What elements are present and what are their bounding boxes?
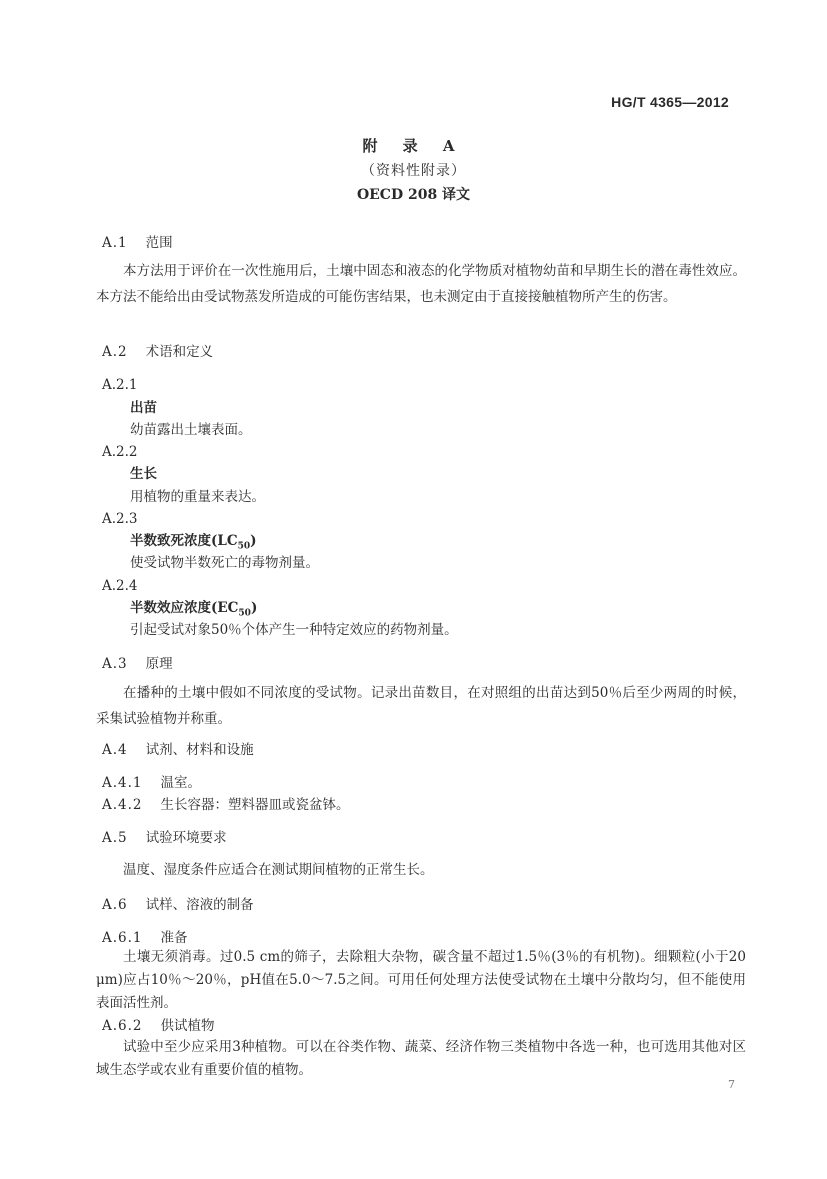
section-title: 范围 [145,235,173,251]
appendix-subtitle: （资料性附录） [361,163,466,179]
section-a62-paragraph: 试验中至少应采用3种植物。可以在谷类作物、蔬菜、经济作物三类植物中各选一种，也可选用其他对区域生态学或农业有重要价值的植物。 [96,1039,746,1078]
section-a6-heading [102,893,254,917]
section-title: 试剂、材料和设施 [145,742,254,758]
item-number: A.4.2 [102,797,143,813]
section-number: A.1 [102,235,128,251]
term-ec50-text: 半数效应浓度(EC [130,600,239,616]
section-number: A.3 [102,656,128,672]
section-title: 试验环境要求 [145,830,227,846]
section-title: 试样、溶液的制备 [145,897,254,913]
term-ec50-subscript: 50 [238,608,251,619]
item-text: 温室。 [160,775,202,791]
definition-ec50: 引起受试对象50％个体产生一种特定效应的药物剂量。 [130,622,458,638]
term-emergence: 出苗 [130,400,157,416]
section-a21-number: A.2.1 [102,377,138,393]
section-a24-number: A.2.4 [102,578,138,594]
item-text: 生长容器：塑料器皿或瓷盆钵。 [160,797,350,813]
term-lc50-subscript: 50 [237,541,251,552]
term-growth: 生长 [130,466,157,482]
section-number: A.5 [102,830,128,846]
term-ec50-close: ) [250,600,258,616]
section-a1-heading [102,231,173,255]
term-lc50-text: 半数致死浓度(LC [130,533,238,549]
section-title: 准备 [160,930,188,946]
definition-growth: 用植物的重量来表达。 [130,489,265,505]
section-a3-paragraph: 在播种的土壤中假如不同浓度的受试物。记录出苗数目，在对照组的出苗达到50％后至少两周的时候，采集试验植物并称重。 [96,685,746,727]
section-number: A.4 [102,742,128,758]
section-a61-paragraph: 土壤无须消毒。过0.5 cm的筛子，去除粗大杂物，碳含量不超过1.5％(3％的有机物)。细颗粒(小于20 μm)应占10％～20％，pH值在5.0～7.5之间。可用任何处理方法使受试物在土壤中分散均匀，但不能使用表面活性剂。 [96,949,746,1011]
standard-code: HG/T 4365—2012 [611,94,729,110]
appendix-doc-title: OECD 208 译文 [356,187,471,203]
section-a5-paragraph: 温度、湿度条件应适合在测试期间植物的正常生长。 [123,862,434,878]
definition-emergence: 幼苗露出土壤表面。 [130,422,252,438]
section-a5-heading [102,826,227,850]
section-number: A.6.2 [102,1018,143,1034]
section-a1-paragraph: 本方法用于评价在一次性施用后，土壤中固态和液态的化学物质对植物幼苗和早期生长的潜在毒性效应。本方法不能给出由受试物蒸发所造成的可能伤害结果，也未测定由于直接接触植物所产生的伤害。 [96,263,746,305]
item-number: A.4.1 [102,775,143,791]
section-a22-number: A.2.2 [102,444,138,460]
section-title: 供试植物 [160,1018,215,1034]
section-a4-heading [102,738,254,762]
section-title: 原理 [145,656,173,672]
section-a62-heading [102,1014,215,1038]
section-a2-heading [102,340,213,364]
section-number: A.6.1 [102,930,143,946]
section-number: A.2 [102,344,128,360]
item-a41 [102,771,201,795]
definition-lc50: 使受试物半数死亡的毒物剂量。 [130,555,319,571]
page-number: 7 [728,1078,735,1091]
section-a23-number: A.2.3 [102,511,138,527]
section-number: A.6 [102,897,128,913]
term-lc50-close: ) [250,533,257,549]
appendix-title: 附 录 A [362,137,465,155]
section-title: 术语和定义 [145,344,214,360]
section-a3-heading [102,652,173,676]
item-a42 [102,793,350,817]
